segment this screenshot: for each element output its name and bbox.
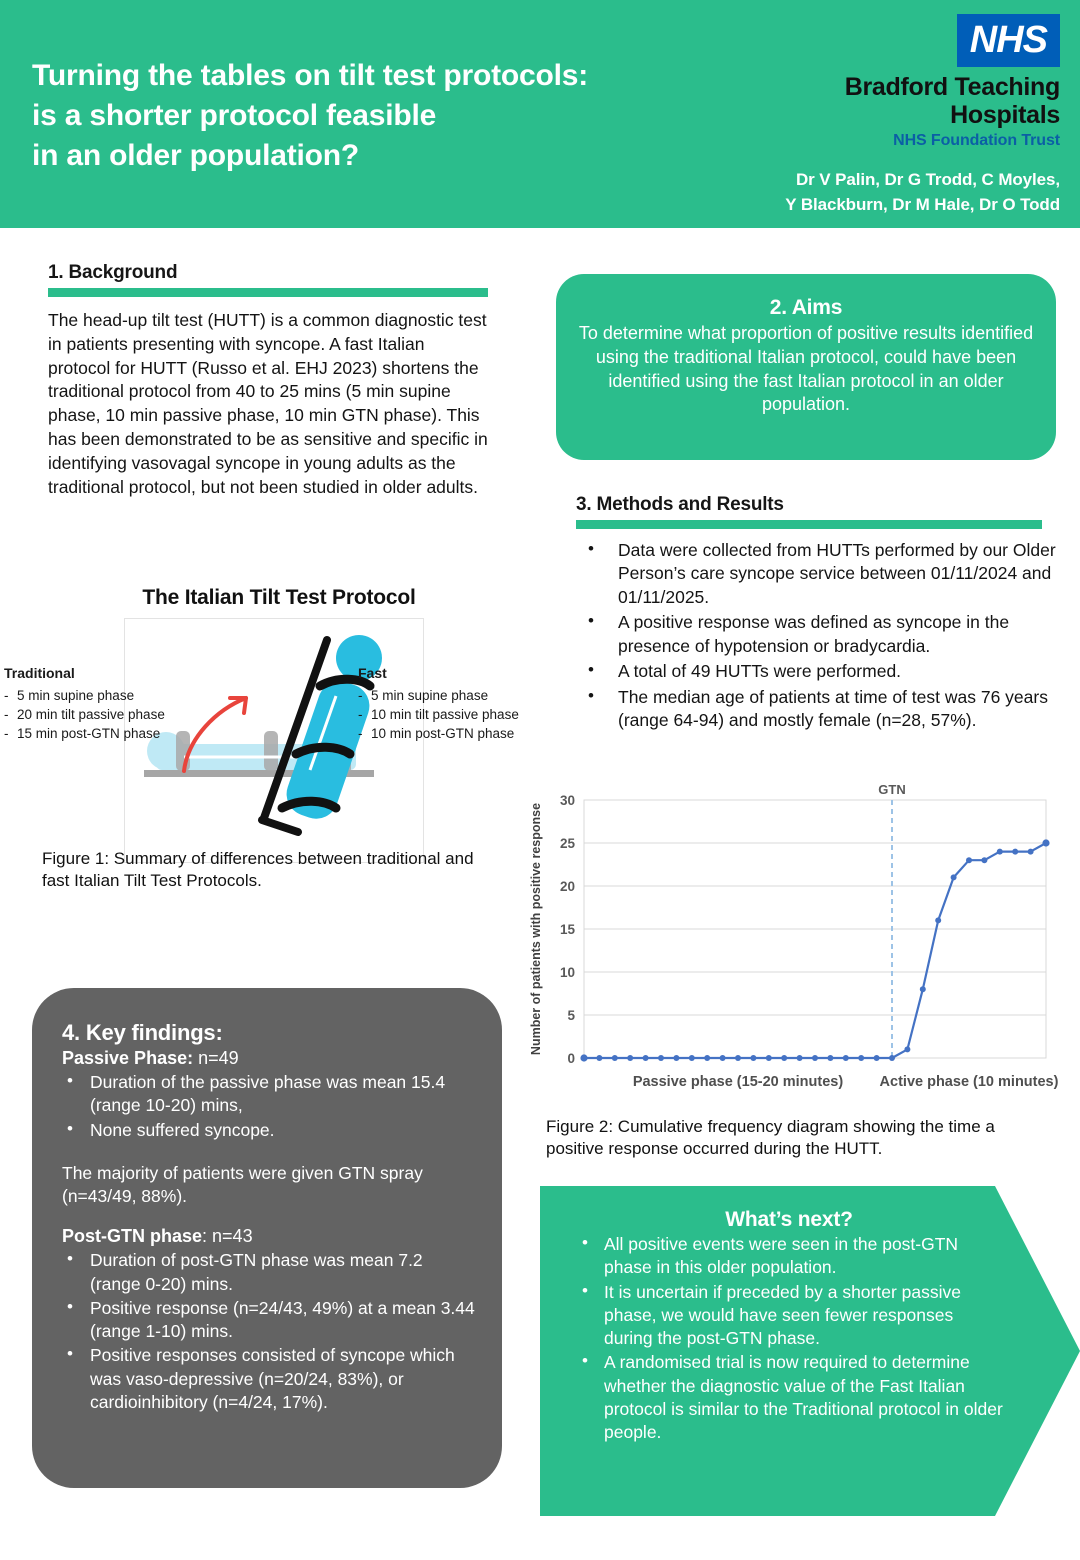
author-line-1: Dr V Palin, Dr G Trodd, C Moyles, [795, 170, 1060, 189]
postgtn-phase-label [62, 1226, 476, 1247]
passive-phase-list [62, 1071, 476, 1142]
title-line-1: Turning the tables on tilt test protocols: [32, 59, 589, 92]
title-line-3: in an older population? [32, 138, 360, 172]
svg-text:GTN: GTN [878, 782, 906, 797]
trust-name-line-1: Bradford Teaching [844, 73, 1060, 101]
background-paragraph: The head-up tilt test (HUTT) is a common diagnostic test in patients presenting with syncope. A fast Italian protocol for HUTT (Russo et al. EHJ 2023) shortens the traditional protocol from 40 to 25 mins (5 min supine phase, 10 min passive phase, 10 min GTN phase). This has been demonstrated to be as sensitive and specific in identifying vasovagal syncope in young adults as the traditional protocol, but not been studied in older adults. [48, 310, 488, 497]
postgtn-phase-list [62, 1249, 476, 1414]
page-title [32, 56, 732, 176]
whats-next-box [540, 1186, 1080, 1516]
figure-2-caption: Figure 2: Cumulative frequency diagram showing the time a positive response occurred during the HUTT. [546, 1117, 995, 1159]
key-findings-heading: 4. Key findings: [62, 1020, 223, 1045]
list-item: • A randomised trial is now required to determine whether the diagnostic value of the Fast Italian protocol is similar to the Traditional protocol in older people. [574, 1351, 1004, 1444]
traditional-item: - 15 min post-GTN phase [4, 724, 165, 743]
figure-1-title: The Italian Tilt Test Protocol [142, 586, 416, 609]
cumulative-frequency-chart [518, 778, 1058, 1113]
key-findings-spacer [62, 1208, 476, 1224]
right-column [530, 228, 1080, 1560]
traditional-item: - 20 min tilt passive phase [4, 705, 165, 724]
whats-next-heading: What’s next? [725, 1208, 853, 1231]
left-column [0, 228, 530, 1560]
fast-item: - 10 min post-GTN phase [358, 724, 519, 743]
fast-heading: Fast [358, 665, 387, 681]
list-item: • A total of 49 HUTTs were performed. [576, 660, 1056, 683]
aims-heading: 2. Aims [769, 296, 843, 319]
whats-next-content [574, 1208, 1004, 1444]
section-background [48, 262, 490, 499]
aims-box [556, 274, 1056, 460]
svg-text:30: 30 [559, 793, 575, 808]
svg-text:25: 25 [559, 836, 575, 851]
aims-text: To determine what proportion of positive results identified using the traditional Italian protocol, could have been identified using the fast Italian protocol in an older population. [578, 323, 1034, 415]
nhs-branding [710, 14, 1060, 217]
passive-phase-value: n=49 [193, 1048, 239, 1068]
author-list [710, 168, 1060, 217]
svg-text:20: 20 [559, 879, 575, 894]
figure-2-chart [518, 778, 1058, 1113]
methods-heading: 3. Methods and Results [576, 494, 784, 515]
fast-item: - 10 min tilt passive phase [358, 705, 519, 724]
list-item: • Positive responses consisted of syncope which was vaso-depressive (n=20/24, 83%), or cardioinhibitory (n=4/24, 17%). [62, 1344, 476, 1414]
list-item: • It is uncertain if preceded by a shorter passive phase, we would have seen fewer responses during the post-GTN phase. [574, 1281, 1004, 1351]
traditional-item: - 5 min supine phase [4, 686, 165, 705]
trust-name [710, 73, 1060, 129]
fast-item: - 5 min supine phase [358, 686, 519, 705]
trust-name-line-2: Hospitals [950, 101, 1060, 129]
postgtn-phase-title: Post-GTN phase [62, 1226, 203, 1247]
passive-phase-title: Passive Phase: [62, 1048, 194, 1068]
trust-subtitle: NHS Foundation Trust [893, 132, 1060, 149]
fast-list [358, 686, 519, 743]
figure-1-caption: Figure 1: Summary of differences between traditional and fast Italian Tilt Test Protocols. [42, 849, 474, 891]
postgtn-phase-value: : n=43 [202, 1226, 253, 1247]
section-methods-results [576, 494, 1056, 733]
methods-heading-rule [576, 520, 1042, 529]
author-line-2: Y Blackburn, Dr M Hale, Dr O Todd [785, 194, 1060, 214]
figure-1 [0, 586, 530, 891]
svg-text:10: 10 [559, 965, 575, 980]
gtn-spray-text: The majority of patients were given GTN spray (n=43/49, 88%). [62, 1162, 423, 1207]
figure-1-fast-column [358, 664, 519, 743]
figure-1-canvas [0, 618, 530, 863]
background-heading-rule [48, 288, 488, 297]
list-item: • All positive events were seen in the post-GTN phase in this older population. [574, 1233, 1004, 1280]
whats-next-list [574, 1233, 1004, 1444]
title-line-2: is a shorter protocol feasible [32, 98, 437, 132]
svg-text:15: 15 [559, 922, 575, 937]
background-heading: 1. Background [48, 262, 178, 283]
svg-text:Number of patients with positi: Number of patients with positive response [529, 802, 543, 1056]
methods-list [576, 539, 1056, 733]
svg-text:Active phase (10 minutes): Active phase (10 minutes) [879, 1074, 1058, 1090]
traditional-heading: Traditional [4, 665, 75, 681]
list-item: • Positive response (n=24/43, 49%) at a mean 3.44 (range 1-10) mins. [62, 1297, 476, 1344]
list-item: • Duration of the passive phase was mean 15.4 (range 10-20) mins, [62, 1071, 476, 1118]
svg-text:Passive phase (15-20 minutes): Passive phase (15-20 minutes) [632, 1074, 844, 1090]
list-item: • Duration of post-GTN phase was mean 7.2 (range 0-20) mins. [62, 1249, 476, 1296]
list-item: • None suffered syncope. [62, 1119, 476, 1142]
svg-text:5: 5 [567, 1008, 575, 1023]
traditional-list [4, 686, 165, 743]
key-findings-box [32, 988, 502, 1488]
nhs-logo: NHS [957, 14, 1060, 67]
list-item: • A positive response was defined as syncope in the presence of hypotension or bradycardia. [576, 611, 1056, 658]
figure-1-traditional-column [4, 664, 165, 743]
poster-header [0, 0, 1080, 228]
passive-phase-label [62, 1048, 476, 1069]
svg-text:0: 0 [567, 1051, 575, 1066]
list-item: • The median age of patients at time of test was 76 years (range 64-94) and mostly female (n=28, 57%). [576, 686, 1056, 733]
list-item: • Data were collected from HUTTs performed by our Older Person’s care syncope service between 01/11/2024 and 01/11/2025. [576, 539, 1056, 609]
